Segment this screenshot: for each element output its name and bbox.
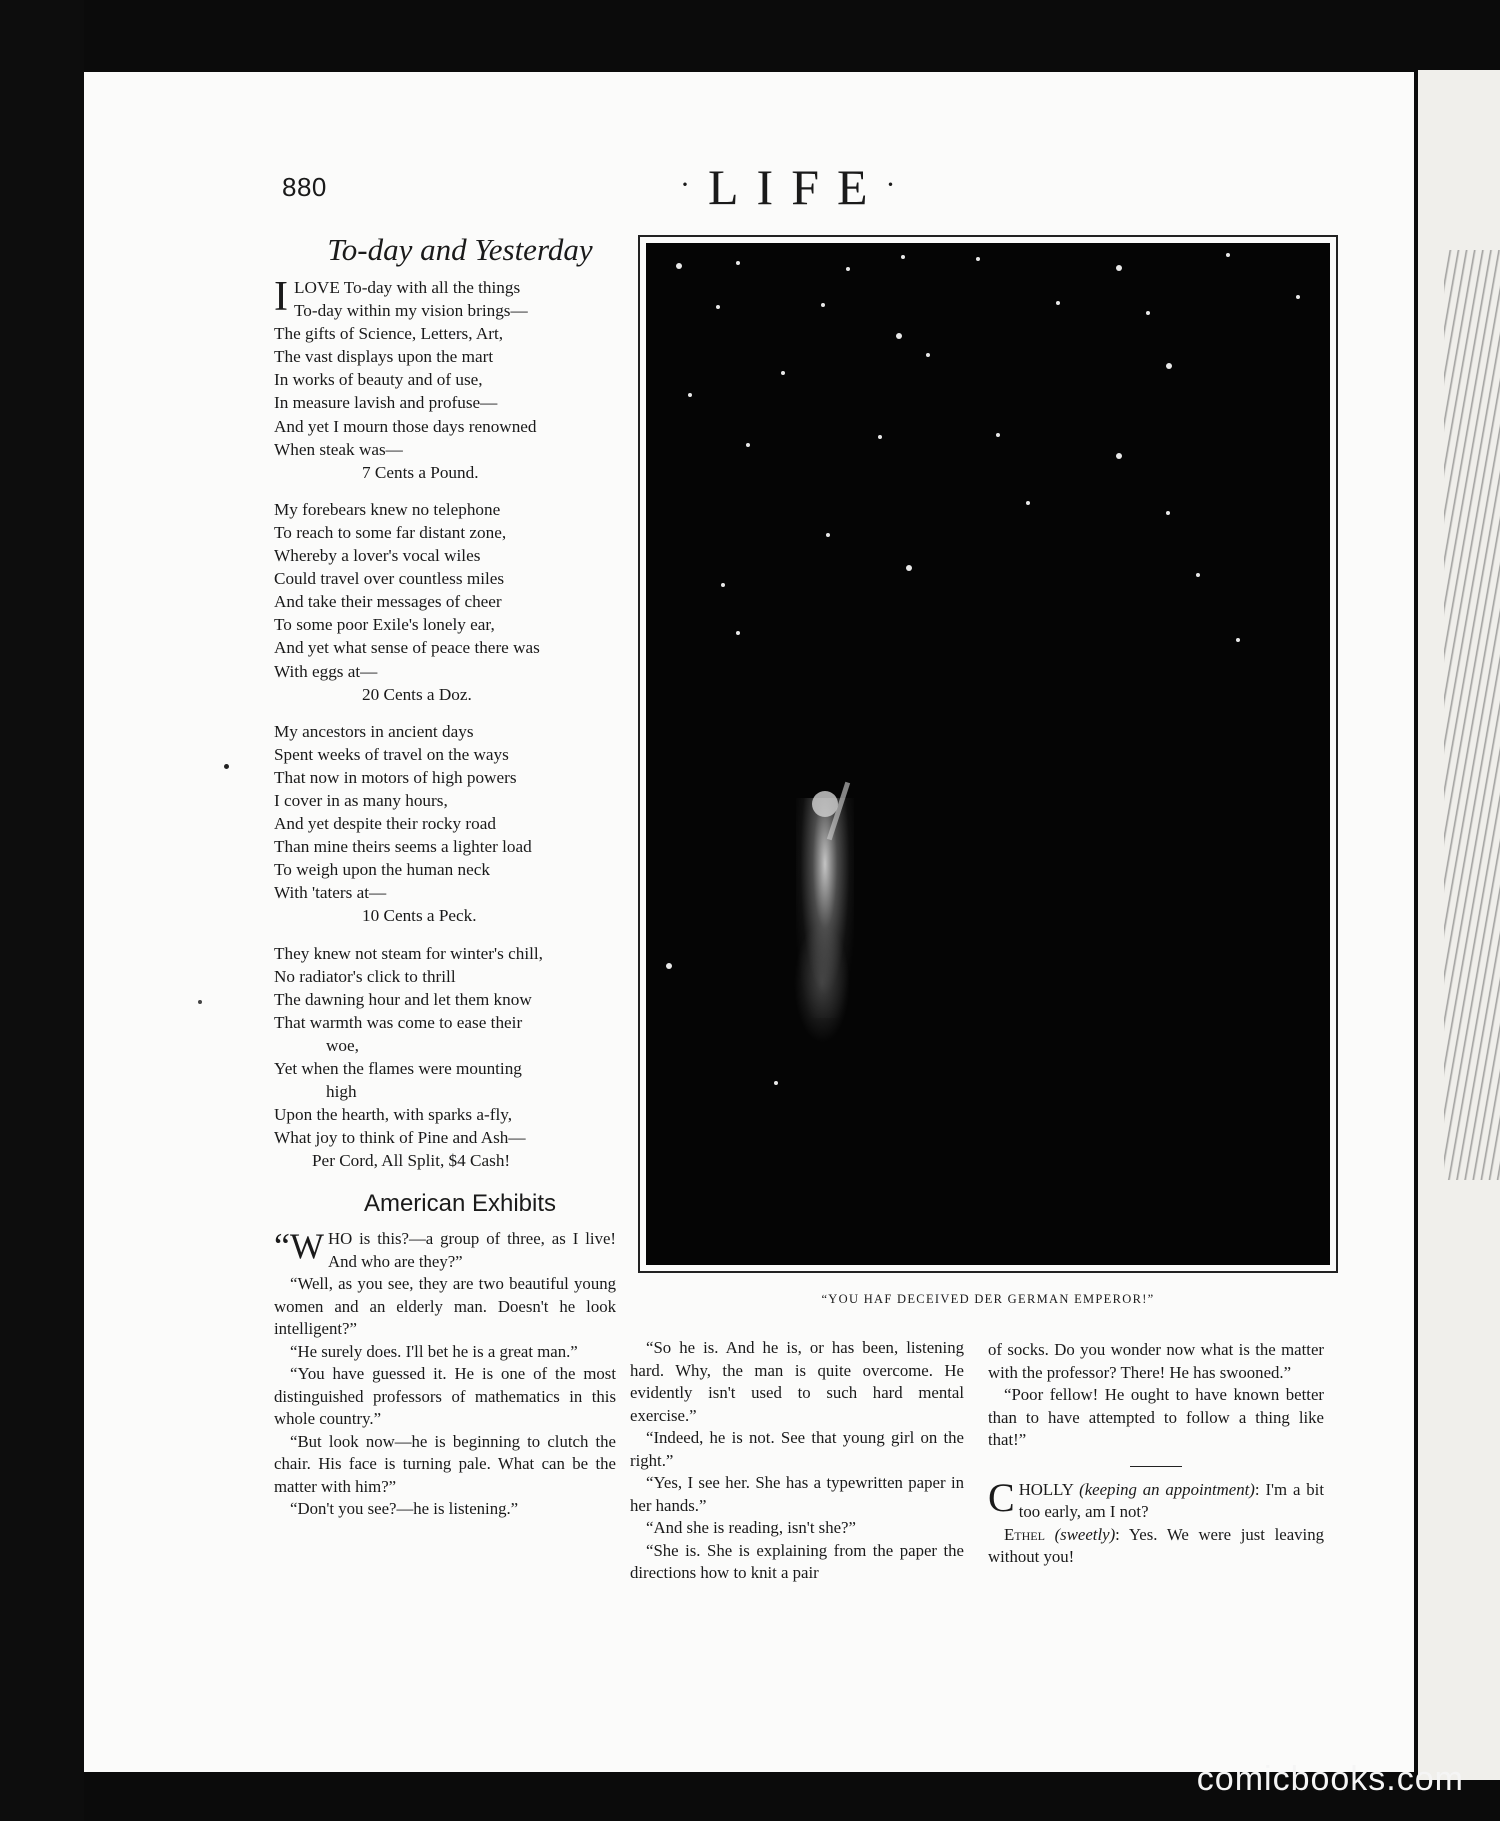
joke-speaker: HOLLY	[1018, 1479, 1074, 1499]
poem-title: To-day and Yesterday	[327, 232, 593, 267]
star	[1026, 501, 1030, 505]
poem-line: They knew not steam for winter's chill,	[274, 943, 543, 963]
divider	[1130, 1466, 1182, 1467]
poem-line: The dawning hour and let them know	[274, 989, 532, 1009]
star	[896, 333, 902, 339]
poem-stanza	[274, 276, 616, 484]
star	[1116, 265, 1122, 271]
poem-line: That warmth was come to ease their	[274, 1012, 523, 1032]
poem-line: With eggs at—	[274, 661, 378, 681]
article-paragraph: “But look now—he is beginning to clutch the chair. His face is turning pale. What can be the matter with him?”	[274, 1431, 616, 1496]
star	[821, 303, 825, 307]
star	[846, 267, 850, 271]
poem-line: The gifts of Science, Letters, Art,	[274, 324, 504, 344]
poem-line: In works of beauty and of use,	[274, 370, 483, 390]
poem-line: Could travel over countless miles	[274, 569, 505, 589]
poem-line: To some poor Exile's lonely ear,	[274, 615, 495, 635]
star	[1116, 453, 1122, 459]
article-body-middle	[630, 1337, 964, 1585]
poem-line: And yet I mourn those days renowned	[274, 416, 537, 436]
poem-refrain: 7 Cents a Pound.	[362, 462, 479, 482]
star	[721, 583, 725, 587]
poem-line: Than mine theirs seems a lighter load	[274, 837, 532, 857]
adjacent-page-edge	[1418, 70, 1500, 1780]
article-paragraph: “You have guessed it. He is one of the most distinguished professors of mathematics in this whole country.”	[274, 1364, 616, 1429]
poem	[274, 276, 616, 1172]
star	[1056, 301, 1060, 305]
poem-refrain: 20 Cents a Doz.	[362, 684, 472, 704]
poem-line: woe,	[326, 1035, 359, 1055]
poem-refrain: Per Cord, All Split, $4 Cash!	[312, 1151, 511, 1171]
drop-cap: I	[274, 274, 288, 320]
poem-line: And yet what sense of peace there was	[274, 638, 540, 658]
joke-paragraph: CHOLLY (keeping an appointment): I'm a bit too early, am I not?	[988, 1474, 1324, 1521]
star	[1296, 295, 1300, 299]
star	[688, 393, 692, 397]
page-number: 880	[282, 172, 327, 202]
star	[666, 963, 672, 969]
masthead-title: LIFE	[708, 159, 886, 215]
article-title: American Exhibits	[363, 1190, 557, 1218]
poem-stanza	[274, 942, 616, 1173]
poem-line: To-day within my vision brings—	[294, 301, 528, 321]
star	[926, 353, 930, 357]
starry-sky	[646, 243, 1330, 1265]
star	[976, 257, 980, 261]
article-paragraph: “Well, as you see, they are two beautiful young women and an elderly man. Doesn't he look intelligent?”	[274, 1274, 616, 1339]
poem-line: With 'taters at—	[274, 883, 387, 903]
watermark: comicbooks.com	[1196, 1760, 1464, 1798]
poem-line: And yet despite their rocky road	[274, 814, 496, 834]
poem-stanza	[274, 498, 616, 706]
joke-paragraph	[988, 1524, 1324, 1569]
article-paragraph: “Yes, I see her. She has a typewritten paper in her hands.”	[630, 1473, 964, 1515]
star	[736, 261, 740, 265]
joke-line: I'm a bit too early, am I not?	[1018, 1479, 1324, 1521]
illustration-caption: “YOU HAF DECEIVED DER GERMAN EMPEROR!”	[821, 1292, 1155, 1306]
star	[1196, 573, 1200, 577]
scan-border	[0, 0, 84, 1821]
poem-line: Spent weeks of travel on the ways	[274, 744, 509, 764]
poem-stanza	[274, 720, 616, 928]
poem-line: To weigh upon the human neck	[274, 860, 490, 880]
star	[774, 1081, 778, 1085]
poem-line: What joy to think of Pine and Ash—	[274, 1128, 526, 1148]
poem-line: I cover in as many hours,	[274, 790, 448, 810]
adjacent-page-sketch	[1444, 250, 1500, 1180]
magazine-masthead	[680, 158, 914, 216]
article-body-left	[274, 1228, 616, 1521]
star	[746, 443, 750, 447]
poem-line: To reach to some far distant zone,	[274, 522, 507, 542]
stage-direction: (sweetly)	[1054, 1524, 1116, 1544]
poem-line: Upon the hearth, with sparks a-fly,	[274, 1105, 513, 1125]
poem-refrain: 10 Cents a Peck.	[362, 906, 477, 926]
figure-shadow	[794, 923, 850, 1043]
article-paragraph: “So he is. And he is, or has been, listening hard. Why, the man is quite overcome. He evidently isn't used to such hard mental exercise.”	[630, 1338, 964, 1425]
star	[906, 565, 912, 571]
joke-line: : Yes. We were just leaving without you!	[988, 1524, 1325, 1566]
star	[996, 433, 1000, 437]
star	[826, 533, 830, 537]
drop-cap: C	[988, 1474, 1015, 1520]
article-paragraph: “And she is reading, isn't she?”	[646, 1518, 856, 1537]
poem-line: high	[326, 1082, 357, 1102]
poem-line: In measure lavish and profuse—	[274, 393, 498, 413]
night-sky-illustration	[638, 235, 1338, 1273]
ink-speck	[198, 1000, 202, 1004]
article-paragraph: “He surely does. I'll bet he is a great man.”	[290, 1341, 578, 1361]
masthead-dot-left: ·	[680, 168, 708, 201]
poem-line: The vast displays upon the mart	[274, 347, 494, 367]
star	[736, 631, 740, 635]
article-paragraph: “Poor fellow! He ought to have known better than to have attempted to follow a thing like that!”	[988, 1385, 1324, 1449]
poem-line: Whereby a lover's vocal wiles	[274, 546, 481, 566]
poem-line: And take their messages of cheer	[274, 592, 502, 612]
star	[901, 255, 905, 259]
star	[676, 263, 682, 269]
star	[1236, 638, 1240, 642]
poem-line: That now in motors of high powers	[274, 767, 517, 787]
article-paragraph: “Don't you see?—he is listening.”	[290, 1499, 519, 1519]
joke-speaker: Ethel	[1004, 1524, 1045, 1544]
star	[781, 371, 785, 375]
star	[1166, 511, 1170, 515]
star	[1226, 253, 1230, 257]
article-paragraph: “W HO is this?—a group of three, as I live! And who are they?”	[274, 1226, 616, 1271]
poem-line: My ancestors in ancient days	[274, 721, 474, 741]
article-paragraph: “Indeed, he is not. See that young girl on the right.”	[630, 1428, 964, 1470]
left-column	[274, 232, 616, 1521]
masthead-dot-right: ·	[885, 168, 914, 201]
star	[716, 305, 720, 309]
star	[1146, 311, 1150, 315]
poem-line: My forebears knew no telephone	[274, 499, 501, 519]
article-paragraph: of socks. Do you wonder now what is the matter with the professor? There! He has swooned.”	[988, 1340, 1324, 1382]
star	[878, 435, 882, 439]
star	[1166, 363, 1172, 369]
poem-line: When steak was—	[274, 439, 403, 459]
stage-direction: (keeping an appointment)	[1079, 1479, 1255, 1499]
article-paragraph: “She is. She is explaining from the paper the directions how to knit a pair	[630, 1540, 964, 1582]
poem-line: Yet when the flames were mounting	[274, 1059, 522, 1078]
poem-line: No radiator's click to thrill	[274, 966, 456, 986]
drop-cap: “W	[274, 1226, 324, 1267]
article-body-right	[988, 1339, 1324, 1569]
ink-speck	[224, 764, 229, 769]
poem-line: LOVE To-day with all the things	[294, 278, 521, 297]
